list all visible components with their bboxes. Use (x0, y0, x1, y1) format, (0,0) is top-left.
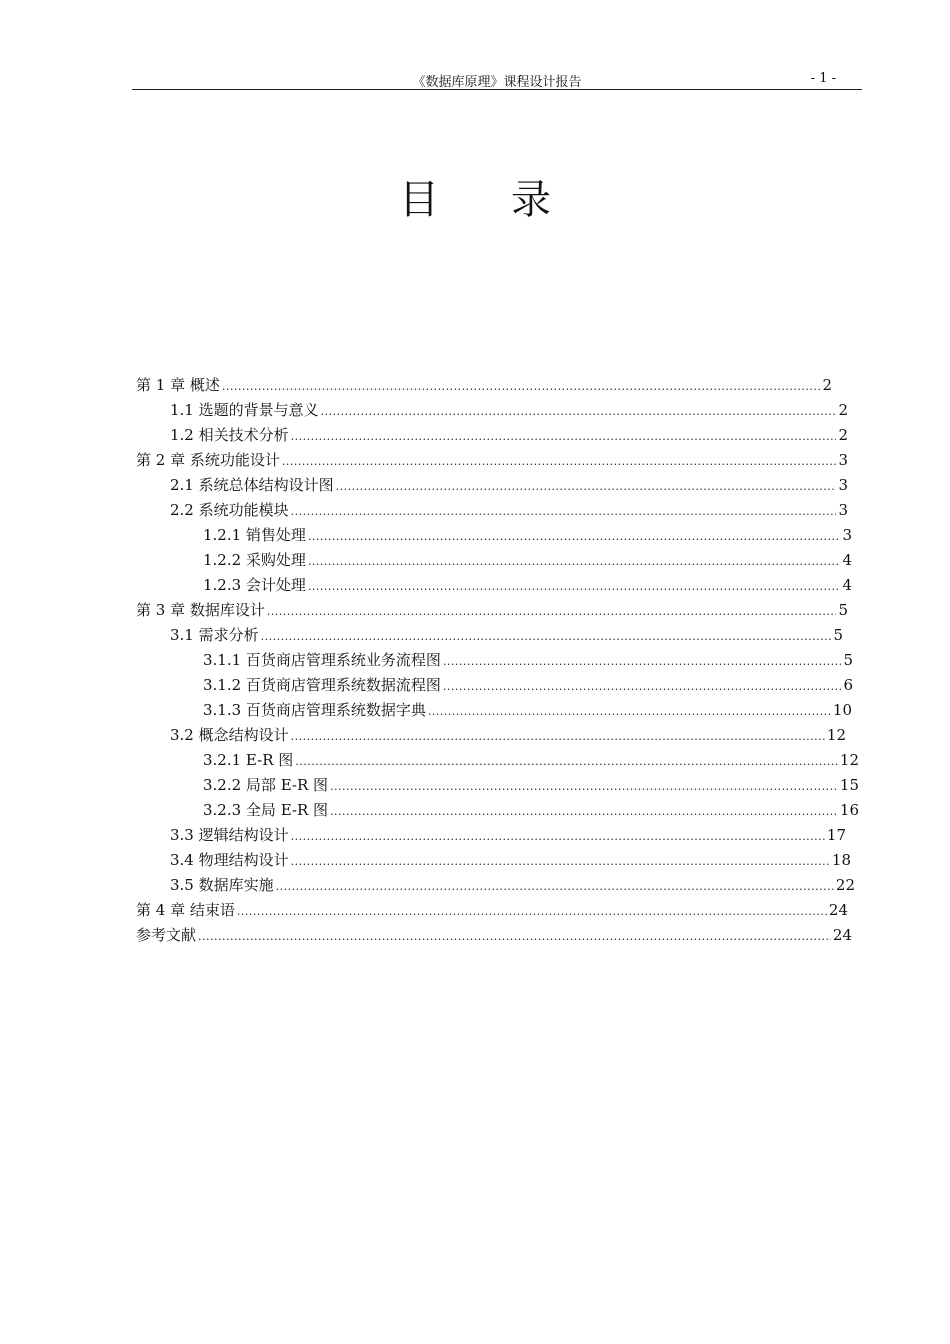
toc-entry[interactable] (203, 774, 859, 796)
toc-entry-page: 5 (838, 601, 848, 619)
toc-entry-label: 3.1.1 百货商店管理系统业务流程图 (203, 651, 441, 669)
toc-entry[interactable] (170, 624, 843, 646)
toc-entry[interactable] (203, 649, 853, 671)
header-title: 《数据库原理》课程设计报告 (412, 75, 582, 90)
toc-entry[interactable] (136, 899, 848, 921)
toc-entry-label: 3.2.3 全局 E-R 图 (203, 801, 329, 819)
toc-entry-label: 2.1 系统总体结构设计图 (170, 476, 334, 494)
toc-leader-dots (295, 751, 838, 773)
toc-entry-page: 16 (839, 801, 859, 819)
toc-leader-dots (308, 551, 841, 573)
toc-leader-dots (222, 376, 821, 398)
page-header (132, 70, 862, 90)
toc-entry-label: 3.1 需求分析 (170, 626, 259, 644)
toc-entry-page: 10 (832, 701, 852, 719)
toc-entry-page: 2 (822, 376, 832, 394)
toc-entry-page: 4 (842, 551, 852, 569)
toc-entry[interactable] (136, 374, 832, 396)
toc-leader-dots (291, 826, 825, 848)
toc-entry-label: 1.2.3 会计处理 (203, 576, 306, 594)
toc-entry-page: 3 (838, 451, 848, 469)
toc-leader-dots (321, 401, 837, 423)
toc-entry[interactable] (170, 474, 848, 496)
toc-entry-page: 6 (843, 676, 853, 694)
toc-leader-dots (330, 776, 838, 798)
toc-entry-label: 第 4 章 结束语 (136, 901, 235, 919)
toc-entry[interactable] (136, 924, 852, 946)
toc-entry-page: 5 (833, 626, 843, 644)
toc-leader-dots (237, 901, 827, 923)
toc-entry-page: 2 (838, 401, 848, 419)
toc-entry-page: 3 (838, 476, 848, 494)
toc-entry-label: 3.1.3 百货商店管理系统数据字典 (203, 701, 426, 719)
page-title-left: 目 (399, 177, 439, 223)
page-title (0, 168, 950, 225)
toc-entry-label: 3.1.2 百货商店管理系统数据流程图 (203, 676, 441, 694)
toc-entry-page: 12 (839, 751, 859, 769)
toc-entry[interactable] (170, 724, 846, 746)
toc-entry-label: 3.4 物理结构设计 (170, 851, 289, 869)
toc-entry-label: 参考文献 (136, 926, 197, 944)
toc-entry-page: 24 (832, 926, 852, 944)
toc-leader-dots (291, 426, 837, 448)
toc-leader-dots (267, 601, 837, 623)
toc-entry[interactable] (136, 599, 848, 621)
toc-entry-label: 第 2 章 系统功能设计 (136, 451, 280, 469)
toc-entry-page: 18 (831, 851, 851, 869)
toc-entry-page: 24 (828, 901, 848, 919)
toc-leader-dots (443, 651, 842, 673)
toc-entry-label: 第 1 章 概述 (136, 376, 220, 394)
toc-entry-label: 3.5 数据库实施 (170, 876, 274, 894)
toc-entry[interactable] (203, 549, 852, 571)
toc-entry-label: 1.1 选题的背景与意义 (170, 401, 319, 419)
toc-entry[interactable] (170, 874, 855, 896)
toc-leader-dots (291, 851, 830, 873)
toc-entry-label: 1.2 相关技术分析 (170, 426, 289, 444)
toc-entry[interactable] (170, 499, 848, 521)
toc-entry[interactable] (203, 749, 859, 771)
toc-entry-label: 3.2.1 E-R 图 (203, 751, 294, 769)
toc-entry-page: 4 (842, 576, 852, 594)
toc-entry[interactable] (203, 524, 852, 546)
toc-leader-dots (276, 876, 834, 898)
toc-leader-dots (308, 576, 841, 598)
toc-entry-label: 2.2 系统功能模块 (170, 501, 289, 519)
toc-entry[interactable] (136, 449, 848, 471)
toc-entry[interactable] (170, 399, 848, 421)
toc-entry[interactable] (203, 674, 853, 696)
toc-entry-page: 5 (843, 651, 853, 669)
toc-leader-dots (291, 726, 825, 748)
toc-entry-label: 3.2.2 局部 E-R 图 (203, 776, 329, 794)
toc-entry[interactable] (170, 424, 848, 446)
toc-entry-page: 12 (826, 726, 846, 744)
toc-leader-dots (428, 701, 831, 723)
toc-entry[interactable] (170, 824, 846, 846)
toc-leader-dots (261, 626, 832, 648)
toc-entry-page: 22 (835, 876, 855, 894)
toc-entry[interactable] (203, 574, 852, 596)
toc-leader-dots (198, 926, 831, 948)
header-page-number: - 1 - (810, 71, 836, 86)
toc-leader-dots (443, 676, 842, 698)
toc-entry[interactable] (203, 799, 859, 821)
toc-leader-dots (330, 801, 838, 823)
toc-entry-label: 第 3 章 数据库设计 (136, 601, 265, 619)
toc-entry-page: 15 (839, 776, 859, 794)
toc-entry-label: 1.2.2 采购处理 (203, 551, 306, 569)
toc-entry-page: 17 (826, 826, 846, 844)
toc-entry[interactable] (170, 849, 851, 871)
toc-entry-page: 3 (838, 501, 848, 519)
toc-leader-dots (282, 451, 837, 473)
toc-leader-dots (336, 476, 837, 498)
page-title-right: 录 (511, 177, 551, 223)
toc-leader-dots (291, 501, 837, 523)
toc-entry-page: 3 (842, 526, 852, 544)
toc-entry-label: 3.2 概念结构设计 (170, 726, 289, 744)
toc-entry-label: 1.2.1 销售处理 (203, 526, 306, 544)
toc-entry-page: 2 (838, 426, 848, 444)
toc-entry[interactable] (203, 699, 852, 721)
toc-leader-dots (308, 526, 841, 548)
toc-entry-label: 3.3 逻辑结构设计 (170, 826, 289, 844)
